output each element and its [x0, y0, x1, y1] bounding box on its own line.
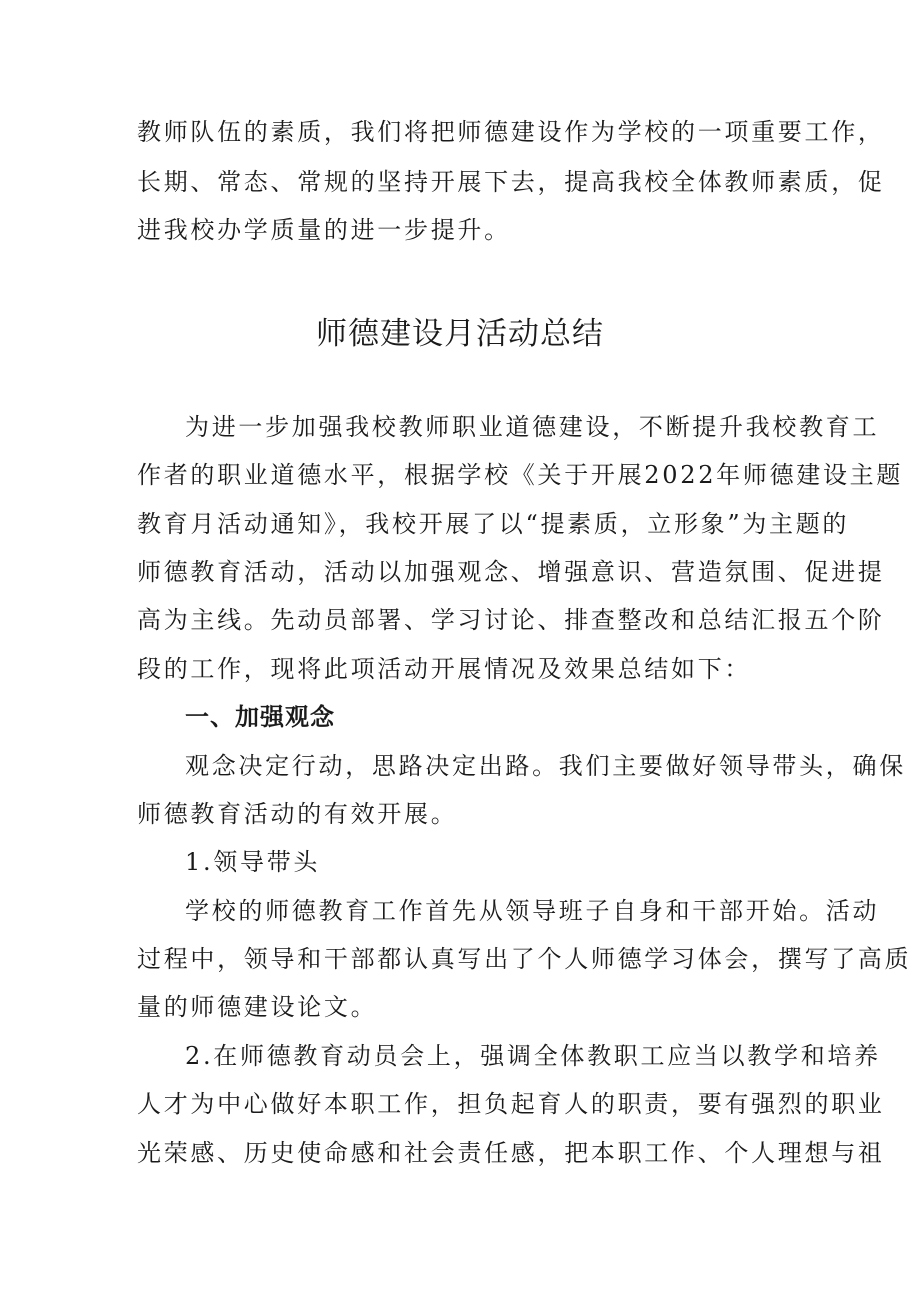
intro-line-1: 教师队伍的素质，我们将把师德建设作为学校的一项重要工作， [137, 118, 885, 146]
para3-line-2: 过程中，领导和干部都认真写出了个人师德学习体会，撰写了高质 [137, 945, 912, 973]
para3-line-3: 量的师德建设论文。 [137, 993, 378, 1021]
para2-line-1: 观念决定行动，思路决定出路。我们主要做好领导带头，确保 [185, 752, 906, 780]
document-title: 师德建设月活动总结 [316, 316, 604, 352]
para1-line-6: 段的工作，现将此项活动开展情况及效果总结如下： [137, 655, 752, 683]
para3-line-1: 学校的师德教育工作首先从领导班子自身和干部开始。活动 [185, 897, 880, 925]
para4-line-2: 人才为中心做好本职工作，担负起育人的职责，要有强烈的职业 [137, 1090, 885, 1118]
para4-line-3: 光荣感、历史使命感和社会责任感，把本职工作、个人理想与祖 [137, 1139, 885, 1167]
section1-heading: 一、加强观念 [185, 703, 335, 731]
intro-line-3: 进我校办学质量的进一步提升。 [137, 216, 511, 244]
para2-line-2: 师德教育活动的有效开展。 [137, 800, 458, 828]
para1-line-4: 师德教育活动，活动以加强观念、增强意识、营造氛围、促进提 [137, 558, 885, 586]
item1-heading: 1.领导带头 [185, 848, 321, 876]
para4-line-1: 2.在师德教育动员会上，强调全体教职工应当以教学和培养 [185, 1042, 881, 1070]
para1-line-2: 作者的职业道德水平，根据学校《关于开展2022年师德建设主题 [137, 461, 904, 489]
para1-line-5: 高为主线。先动员部署、学习讨论、排查整改和总结汇报五个阶 [137, 606, 885, 634]
para1-line-1: 为进一步加强我校教师职业道德建设，不断提升我校教育工 [185, 413, 880, 441]
intro-line-2: 长期、常态、常规的坚持开展下去，提高我校全体教师素质，促 [137, 168, 885, 196]
para1-line-3: 教育月活动通知》，我校开展了以“提素质，立形象”为主题的 [137, 510, 850, 538]
